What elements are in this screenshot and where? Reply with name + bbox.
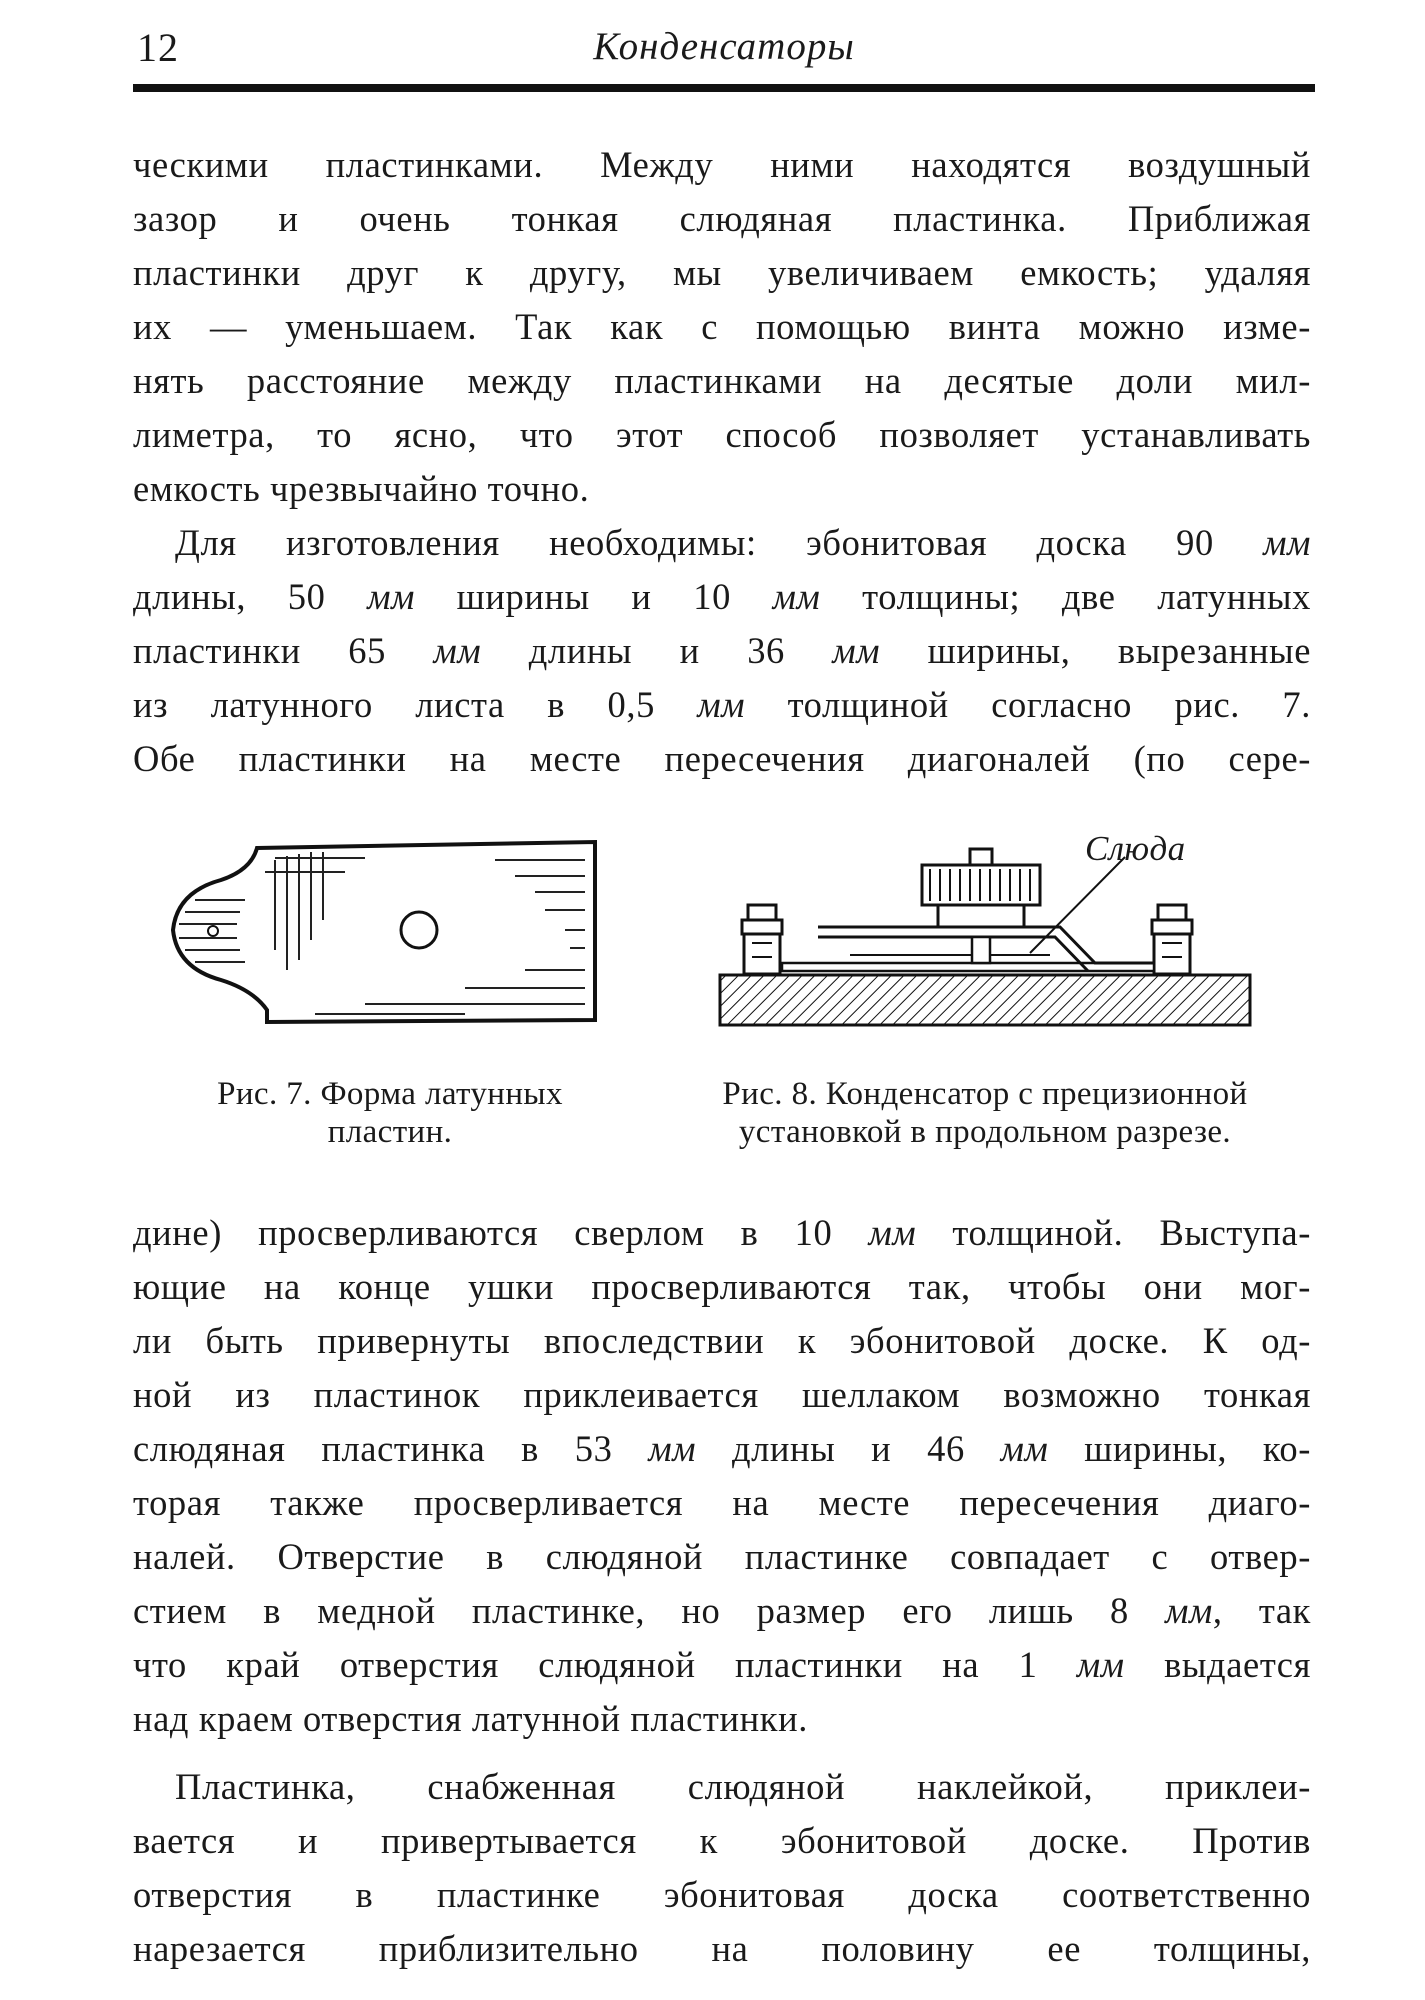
text-line: пластинки 65 мм длины и 36 мм ширины, вырезанные bbox=[133, 630, 1311, 671]
text-line: их — уменьшаем. Так как с помощью винта можно изме- bbox=[133, 306, 1311, 347]
text-line: ли быть привернуты впоследствии к эбонитовой доске. К од- bbox=[133, 1320, 1311, 1361]
text-line: торая также просверливается на месте пересечения диаго- bbox=[133, 1482, 1311, 1523]
fig8-caption: Рис. 8. Конденсатор с прецизионной установкой в продольном разрезе. bbox=[722, 1076, 1248, 1150]
page-header bbox=[133, 22, 1315, 84]
text-line: длины, 50 мм ширины и 10 мм толщины; две латунных bbox=[133, 576, 1312, 617]
text-line: Для изготовления необходимы: эбонитовая доска 90 мм bbox=[175, 522, 1311, 563]
fig8-mica-label: Слюда bbox=[1085, 829, 1186, 868]
text-line: пластинки друг к другу, мы увеличиваем емкость; удаляя bbox=[133, 252, 1311, 293]
text-line: отверстия в пластинке эбонитовая доска соответственно bbox=[133, 1874, 1311, 1915]
text-line: слюдяная пластинка в 53 мм длины и 46 мм ширины, ко- bbox=[133, 1428, 1311, 1469]
text-line: нарезается приблизительно на половину ее толщины, bbox=[133, 1928, 1311, 1969]
text-line: нять расстояние между пластинками на десятые доли мил- bbox=[133, 360, 1311, 401]
text-line: Обе пластинки на месте пересечения диагоналей (по сере- bbox=[133, 738, 1311, 779]
paragraph-4 bbox=[133, 1760, 1311, 1976]
paragraph-2 bbox=[133, 516, 1311, 786]
header-rule bbox=[133, 84, 1315, 92]
text-line: Пластинка, снабженная слюдяной наклейкой, приклеи- bbox=[175, 1766, 1311, 1807]
text-line: стием в медной пластинке, но размер его лишь 8 мм, так bbox=[133, 1590, 1311, 1631]
text-line: ческими пластинками. Между ними находятся воздушный bbox=[133, 144, 1311, 185]
fig7-caption: Рис. 7. Форма латунных пластин. bbox=[217, 1076, 563, 1150]
text-line: вается и привертывается к эбонитовой доске. Против bbox=[133, 1820, 1311, 1861]
text-line: что край отверстия слюдяной пластинки на 1 мм выдается bbox=[133, 1644, 1311, 1685]
text-line: над краем отверстия латунной пластинки. bbox=[133, 1698, 808, 1739]
fig7-brass-plate-drawing bbox=[165, 820, 605, 1035]
text-line: налей. Отверстие в слюдяной пластинке совпадает с отвер- bbox=[133, 1536, 1311, 1577]
text-line: лиметра, то ясно, что этот способ позволяет устанавливать bbox=[133, 414, 1311, 455]
text-line: дине) просверливаются сверлом в 10 мм толщиной. Выступа- bbox=[133, 1212, 1311, 1253]
paragraph-3 bbox=[133, 1206, 1311, 1746]
paragraph-1 bbox=[133, 138, 1311, 516]
text-line: из латунного листа в 0,5 мм толщиной согласно рис. 7. bbox=[133, 684, 1311, 725]
page-number: 12 bbox=[137, 25, 179, 70]
running-title: Конденсаторы bbox=[593, 25, 855, 68]
text-line: зазор и очень тонкая слюдяная пластинка. Приближая bbox=[133, 198, 1311, 239]
text-line: ной из пластинок приклеивается шеллаком возможно тонкая bbox=[133, 1374, 1311, 1415]
text-line: ющие на конце ушки просверливаются так, чтобы они мог- bbox=[133, 1266, 1311, 1307]
text-line: емкость чрезвычайно точно. bbox=[133, 468, 590, 509]
